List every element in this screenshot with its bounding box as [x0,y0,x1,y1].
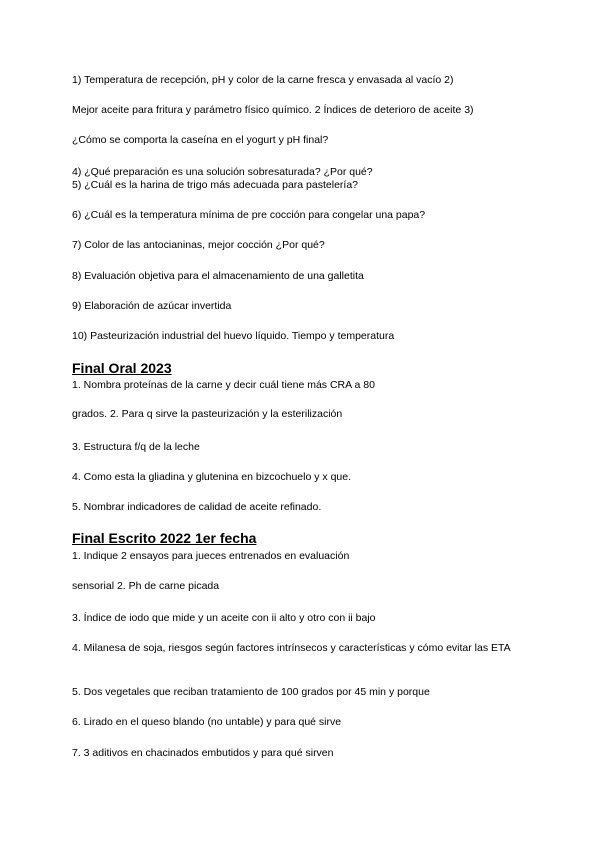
question-5-line: 5) ¿Cuál es la harina de trigo más adecuada para pastelería? [72,179,359,191]
written-question-5-line: 5. Dos vegetales que reciban tratamiento de 100 grados por 45 min y porque [72,686,430,698]
oral-question-1-2-line: grados. 2. Para q sirve la pasteurización y la esterilización [72,408,343,420]
written-question-3-line: 3. Índice de iodo que mide y un aceite con ii alto y otro con ii bajo [72,612,376,624]
question-4-line: 4) ¿Qué preparación es una solución sobresaturada? ¿Por qué? [72,166,373,178]
section-heading-final-oral-2023: Final Oral 2023 [72,360,172,376]
oral-question-4-line: 4. Como esta la gliadina y glutenina en bizcochuelo y x que. [72,471,352,483]
written-question-1-line: 1. Indique 2 ensayos para jueces entrenados en evaluación [72,550,350,562]
oral-question-3-line: 3. Estructura f/q de la leche [72,441,200,453]
written-question-7-line: 7. 3 aditivos en chacinados embutidos y para qué sirven [72,747,334,759]
question-6-line: 6) ¿Cuál es la temperatura mínima de pre cocción para congelar una papa? [72,209,426,221]
oral-question-5-line: 5. Nombrar indicadores de calidad de aceite refinado. [72,501,322,513]
section-heading-final-escrito-2022: Final Escrito 2022 1er fecha [72,530,257,546]
question-2-line: Mejor aceite para fritura y parámetro físico químico. 2 Índices de deterioro de aceite 3) [72,104,474,116]
written-question-4-line: 4. Milanesa de soja, riesgos según factores intrínsecos y características y cómo evitar las ETA [72,642,511,654]
written-question-6-line: 6. Lirado en el queso blando (no untable) y para qué sirve [72,716,342,728]
oral-question-1-line: 1. Nombra proteínas de la carne y decir cuál tiene más CRA a 80 [72,379,375,391]
question-9-line: 9) Elaboración de azúcar invertida [72,300,232,312]
question-8-line: 8) Evaluación objetiva para el almacenamiento de una galletita [72,270,364,282]
question-10-line: 10) Pasteurización industrial del huevo líquido. Tiempo y temperatura [72,330,395,342]
question-1-line: 1) Temperatura de recepción, pH y color de la carne fresca y envasada al vacío 2) [72,74,454,86]
question-7-line: 7) Color de las antocianinas, mejor cocción ¿Por qué? [72,239,325,251]
written-question-1-2-line: sensorial 2. Ph de carne picada [72,580,220,592]
question-3-line: ¿Cómo se comporta la caseína en el yogurt y pH final? [72,134,329,146]
